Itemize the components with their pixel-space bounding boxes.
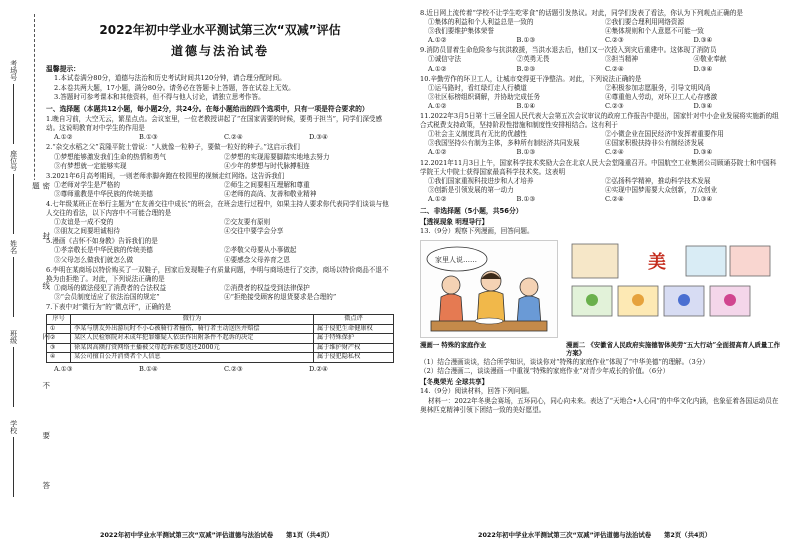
question-13-part2: （2）结合漫画二，谈谈漫画一中重视“特殊的家庭作业”对青少年成长的价值。（6分） <box>420 367 670 376</box>
statement-option: ④集体规则和个人意愿不可能一致 <box>605 27 704 36</box>
seal-line-text: 密 封 线 内 不 要 答 题 <box>30 180 51 550</box>
block-title: 【透视现象 明理导行】 <box>420 218 489 227</box>
choice-option[interactable]: A.①② <box>428 148 447 157</box>
family-cartoon-icon <box>421 241 557 337</box>
question-9 <box>420 46 782 73</box>
statement-option: ③“会员制度适应了依法治国的规定” <box>54 292 160 301</box>
statement-option: ②积极参加志愿服务，引导文明风尚 <box>605 83 711 92</box>
page-2 <box>420 8 782 518</box>
choice-option[interactable]: B.①③ <box>516 36 536 45</box>
choice-option[interactable]: D.③④ <box>693 36 713 45</box>
table-row: ④ 某公司擅自公开消费者个人信息 属于侵犯隐私权 <box>47 353 394 363</box>
cartoon2-caption: 漫画二 《安徽省人民政府实施德智体美劳“五大行动”全面提高育人质量工作方案》 <box>566 340 781 358</box>
question-11 <box>420 112 782 157</box>
question-stem: 5.漫画《吉怀不如身教》告诉我们的是 <box>46 237 158 246</box>
question-stem: 11.2022年3月5日第十三届全国人民代表大会第五次会议审议的政府工作报告中提出，国家针对中小企业发展将实施新的组合式税费支持政策，坚持阶段性措施和制度性安排相结合。这有利于 <box>420 112 779 130</box>
table-header: 微行为 <box>71 315 314 325</box>
statement-option: ④少年的梦想与时代脉搏相连 <box>224 161 310 170</box>
choice-option[interactable]: D.②④ <box>309 364 328 373</box>
binding-margin <box>0 0 51 550</box>
statement-option: ③尊师重教是中华民族的传统美德 <box>54 189 153 198</box>
cartoon-captions <box>420 341 782 359</box>
statement-option: ④交往中要学会分享 <box>224 227 284 236</box>
statement-option: ①友谊是一成不变的 <box>54 218 114 227</box>
statement-option: ①商场的做法侵犯了消费者的合法权益 <box>54 283 167 292</box>
choice-option[interactable]: B.①④ <box>516 101 536 110</box>
question-stem: 2.“杂交水稻之父”袁隆平院士曾说：“人就像一粒种子，要做一粒好的种子。”这启示我们 <box>46 143 300 152</box>
choice-option[interactable]: B.①③ <box>139 133 158 142</box>
statement-option: ④老师的高尚、友善和敬业精神 <box>224 189 317 198</box>
footer-page-2: 2022年初中学业水平测试第三次“双减”评估道德与法治试卷 第2页（共4页） <box>478 531 712 540</box>
behavior-table <box>46 314 394 363</box>
statement-option: ②梦想的实现需要脚踏实地地去努力 <box>224 152 330 161</box>
statement-option: ④国家积极扶持非公有制经济发展 <box>605 139 704 148</box>
choice-option[interactable]: C.②③ <box>605 36 624 45</box>
statement-option: ②消费者的权益受到法律保护 <box>224 283 310 292</box>
choice-option[interactable]: B.①③ <box>516 148 536 157</box>
statement-option: ③我们要维护集体荣誉 <box>428 27 494 36</box>
statement-option: ④实现中国梦需要大众创新，万众创业 <box>605 185 718 194</box>
statement-option: ③朋友之间要坦诚相待 <box>54 227 120 236</box>
statement-option: ②交友要有原则 <box>224 218 271 227</box>
statement-option: ③创新是引领发展的第一动力 <box>428 185 514 194</box>
choice-option[interactable]: C.②③ <box>224 364 243 373</box>
statement-option: ①诚信守法 <box>428 55 461 64</box>
section-heading-essay: 二、非选择题（5小题，共56分） <box>420 206 523 215</box>
choice-option[interactable]: D.③④ <box>693 194 713 203</box>
statement-option: ④尊重他人劳动，对环卫工人心存感激 <box>605 92 718 101</box>
choice-option[interactable]: A.①② <box>428 36 447 45</box>
choice-option[interactable]: A.①② <box>54 133 73 142</box>
cartoon-row <box>420 240 782 338</box>
block-title: 【冬奥荣光 全球共享】 <box>420 378 489 387</box>
choice-option[interactable]: A.①② <box>428 101 447 110</box>
question-14-stem: 14.（9分）阅读材料，回答下列问题。 <box>420 387 534 396</box>
statement-option: ④要感念父母养育之恩 <box>224 255 290 264</box>
question-12 <box>420 159 782 204</box>
table-row: ② 某区人民检察院对未成年犯罪嫌疑人依法作出附条件不起诉的决定 属于特殊保护 <box>47 334 394 344</box>
statement-option: ③社区标榜组织调解，并协助完成任务 <box>428 92 541 101</box>
stamp-character: 美 <box>648 251 666 273</box>
page-1 <box>46 8 394 518</box>
question-8 <box>420 9 782 45</box>
choice-option[interactable]: D.③④ <box>693 101 713 110</box>
exam-title: 2022年初中学业水平测试第三次“双减”评估 <box>99 23 341 37</box>
choice-option[interactable]: D.③④ <box>309 133 328 142</box>
question-stem: 9.消防员冒着生命危险参与抗洪救援，当洪水退去后，他们又一次投入到灾后重建中。这体现了消防员 <box>420 46 717 55</box>
question-stem: 10.辛勤劳作的环卫工人，让城市变得更干净整洁。对此，下列说法正确的是 <box>420 74 642 83</box>
notice-item: 2.本卷共两大题，17小题，满分80分。请务必在答题卡上答题，答在试卷上无效。 <box>54 83 295 92</box>
question-2 <box>46 143 394 170</box>
statement-option: ①我们国家重视科技进步和人才培养 <box>428 176 534 185</box>
question-stem: 3.2021年6月高考期间，一则老师赤脚奔跑在校园里的视频走红网络。这告诉我们 <box>46 171 285 180</box>
table-row: ① 李某与朋友外出游玩时不小心被骑行者撞伤，骑行者主动送医并赔偿 属于侵犯生命健康权 <box>47 324 394 334</box>
choice-option[interactable]: A.①③ <box>54 364 73 373</box>
question-stem: 12.2021年11月3日上午，国家科学技术奖励大会在北京人民大会堂隆重召开。中国航空工业集团公司顾诵芬院士和中国科学院王大中院士获得国家最高科学技术奖。这表明 <box>420 158 777 176</box>
question-6 <box>46 266 394 302</box>
speech-bubble-text: 家里人说…… <box>435 255 477 264</box>
question-stem: 1.晚自习前，大空无云，繁星点点。会议室里，一位老教授讲起了“在国家需要的时候，要勇于担当”，同学们深受感动。这说明教育对中学生的作用是 <box>46 115 383 133</box>
question-stem: 7.下表中对“微行为”的“微点评”，正确的是 <box>46 303 172 311</box>
statement-option: ①集体的利益和个人利益总是一致的 <box>428 18 534 27</box>
notice <box>46 65 394 102</box>
choice-option[interactable]: B.②③ <box>516 64 536 73</box>
choice-option[interactable]: B.①④ <box>139 364 158 373</box>
statement-option: ①孝亲敬长是中华民族的传统美德 <box>54 246 153 255</box>
statement-option: ①运马路时，看红绿灯走人行横道 <box>428 83 527 92</box>
choice-option[interactable]: C.②④ <box>605 194 624 203</box>
question-13-part1: （1）结合漫画谈谈，结合所学知识，谈谈你对“特殊的家庭作业”体现了“中华美德”的理解。（3分） <box>420 358 709 367</box>
statement-option: ④敬业奉献 <box>693 55 727 64</box>
notice-heading: 温馨提示： <box>46 65 80 74</box>
statement-option: ③担当精神 <box>605 55 638 64</box>
question-10 <box>420 75 782 111</box>
choice-option[interactable]: D.③④ <box>693 64 713 73</box>
cartoon-stamps <box>566 240 782 338</box>
statement-option: ③我国坚持公有制为主体，多种所有制经济共同发展 <box>428 139 580 148</box>
statement-option: ②孝敬父母要从小事做起 <box>224 246 297 255</box>
statement-option: ②英勇无畏 <box>516 55 550 64</box>
choice-option[interactable]: C.②④ <box>605 64 624 73</box>
statement-option: ③父母怎么做我们就怎么做 <box>54 255 134 264</box>
choice-option[interactable]: B.①③ <box>516 194 536 203</box>
exam-subtitle: 道德与法治试卷 <box>170 43 269 58</box>
statement-option: ③有梦想就一定能够实现 <box>54 161 127 170</box>
statement-option: ②小微企业在国民经济中发挥着重要作用 <box>605 130 724 139</box>
table-header: 微点评 <box>314 315 394 325</box>
question-stem: 4.七年级某班正在举行主题为“在友善交往中成长”的班会，在班会进行过程中，如果主持人要求你代表同学们谈谈与他人交往的看法，以下内容中不可能合理的是 <box>46 199 389 218</box>
choice-option[interactable]: C.②④ <box>224 133 243 142</box>
stamps-illustration-icon <box>566 240 776 336</box>
question-13-stem: 13.（9分）观察下列漫画，回答问题。 <box>420 227 534 236</box>
choice-option[interactable]: C.②④ <box>605 148 624 157</box>
field-exam-room: 考场号 <box>8 60 18 144</box>
cartoon-family-homework <box>420 240 558 338</box>
question-4 <box>46 200 394 236</box>
question-stem: 8.近日网上流传着“学校不让学生吃零食”的话题引发热议。对此，同学们发表了看法，你认为下列观点正确的是 <box>420 9 743 17</box>
statement-option: ②师生之间要相互理解和尊重 <box>224 180 310 189</box>
section-heading-choice: 一、选择题（本题共12小题，每小题2分，共24分。在每小题给出的四个选项中，只有一项是符合要求的） <box>46 104 369 113</box>
statement-option: ④“拒绝接受顾客的退货要求是合理的” <box>224 292 337 301</box>
notice-item: 1.本试卷满分80分，道德与法治和历史考试时间共120分钟，请合理分配时间。 <box>54 74 286 83</box>
statement-option: ②我们要合理利用网络资源 <box>605 18 685 27</box>
statement-option: ①老师对学生是严格的 <box>54 180 120 189</box>
choice-option[interactable]: A.①② <box>428 194 447 203</box>
field-school: 学校 <box>8 420 18 497</box>
question-5 <box>46 237 394 264</box>
footer-page-1: 2022年初中学业水平测试第三次“双减”评估道德与法治试卷 第1页（共4页） <box>100 531 334 540</box>
material-1: 材料一：2022年冬奥会赛场，五环同心，同心向未来。表达了“天地合•人心同”的中华文化内涵，也象征着各国运动员在奥林匹克精神引领下团结一致的美好愿望。 <box>420 396 779 414</box>
field-name: 姓名 <box>8 240 18 317</box>
statement-option: ②弘扬科学精神，推动科学技术发展 <box>605 176 711 185</box>
cartoon1-caption: 漫画一 特殊的家庭作业 <box>420 340 487 349</box>
table-header: 序号 <box>47 315 71 325</box>
question-7 <box>46 303 394 374</box>
statement-option: ①社会主义制度具有无比的优越性 <box>428 130 527 139</box>
question-3 <box>46 172 394 199</box>
choice-option[interactable]: A.①② <box>428 64 447 73</box>
choice-option[interactable]: C.②③ <box>605 101 624 110</box>
statement-option: ①梦想能够激发我们生命的热情和勇气 <box>54 152 167 161</box>
notice-item: 3.答题时可参考课本和其他资料，但不得与他人讨论，请独立思考作答。 <box>54 92 265 101</box>
field-seat-number: 座位号 <box>8 150 18 234</box>
field-class: 班级 <box>8 330 18 407</box>
question-1 <box>46 115 394 142</box>
question-stem: 6.李明在某商场以特价购买了一双鞋子，回家后发现鞋子有质量问题，李明与商场进行了交涉，商场以特价商品不退不换为由拒绝了。对此，下列说法正确的是 <box>46 265 389 283</box>
choice-option[interactable]: D.③④ <box>693 148 713 157</box>
table-row: ③ 徐某因高额打赏网络主播被父母起诉索要返还2000元 属于维护财产权 <box>47 343 394 353</box>
